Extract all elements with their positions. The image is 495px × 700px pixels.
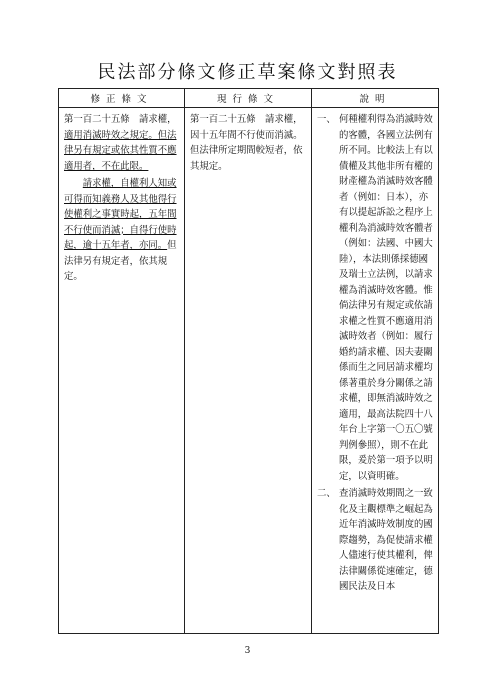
table-header-row <box>59 89 439 108</box>
header-revised: 修正條文 <box>59 89 185 108</box>
revised-para-2-underlined: 請求權，自權利人知或可得而知義務人及其他得行使權利之事實時起，五年間不行使而消滅；自得行使時起，逾十五年者，亦同。 <box>64 178 177 251</box>
revised-para-1-underlined: 適用消滅時效之規定。但法律另有規定或依其性質不應適用者，不在此限。 <box>64 129 177 172</box>
explanation-item-2-number: 二、 <box>317 488 336 499</box>
revised-cell <box>59 108 185 634</box>
current-cell <box>185 108 312 634</box>
comparison-table <box>58 88 439 634</box>
current-text: 第一百二十五條 請求權，因十五年間不行使而消滅。但法律所定期間較短者，依其規定。 <box>190 114 303 172</box>
revised-para-2 <box>64 176 179 285</box>
revised-para-1-lead: 第一百二十五條 請求權， <box>64 114 177 125</box>
revised-para-1 <box>64 112 179 174</box>
explanation-item-1 <box>317 112 433 484</box>
explanation-item-2 <box>317 486 433 595</box>
header-current: 現行條文 <box>185 89 312 108</box>
revised-para-2-tail: 但法律另有規定者，依其規定。 <box>64 240 177 282</box>
page-number: 3 <box>244 646 251 656</box>
explanation-item-1-number: 一、 <box>317 114 336 125</box>
table-row <box>59 108 439 634</box>
explanation-item-2-text: 查消滅時效期間之一致化及主觀標準之崛起為近年消滅時效制度的國際趨勢，為促使請求權人儘速行使其權利，俾法律關係從速確定，德國民法及日本 <box>339 488 433 592</box>
header-explanation: 說明 <box>312 89 439 108</box>
explanation-item-1-text: 何種權利得為消滅時效的客體，各國立法例有所不同。比較法上有以債權及其他非所有權的財產權為消滅時效客體者（例如：日本），亦有以提起訴訟之程序上權利為消滅時效客體者（例如：法國、中國大陸），本法則係採德國及瑞士立法例，以請求權為消滅時效客體。惟倘法律另有規定或依請求權之性質不應適用消滅時效者（例如：履行婚約請求權、因夫妻關係而生之同居請求權均係著重於身分關係之請求權，即無消滅時效之適用，最高法院四十八年台上字第一〇五〇號判例參照），則不在此限，爰於第一項予以明定，以資明確。 <box>339 114 433 482</box>
page-title: 民法部分條文修正草案條文對照表 <box>97 62 398 83</box>
explanation-cell <box>312 108 439 634</box>
